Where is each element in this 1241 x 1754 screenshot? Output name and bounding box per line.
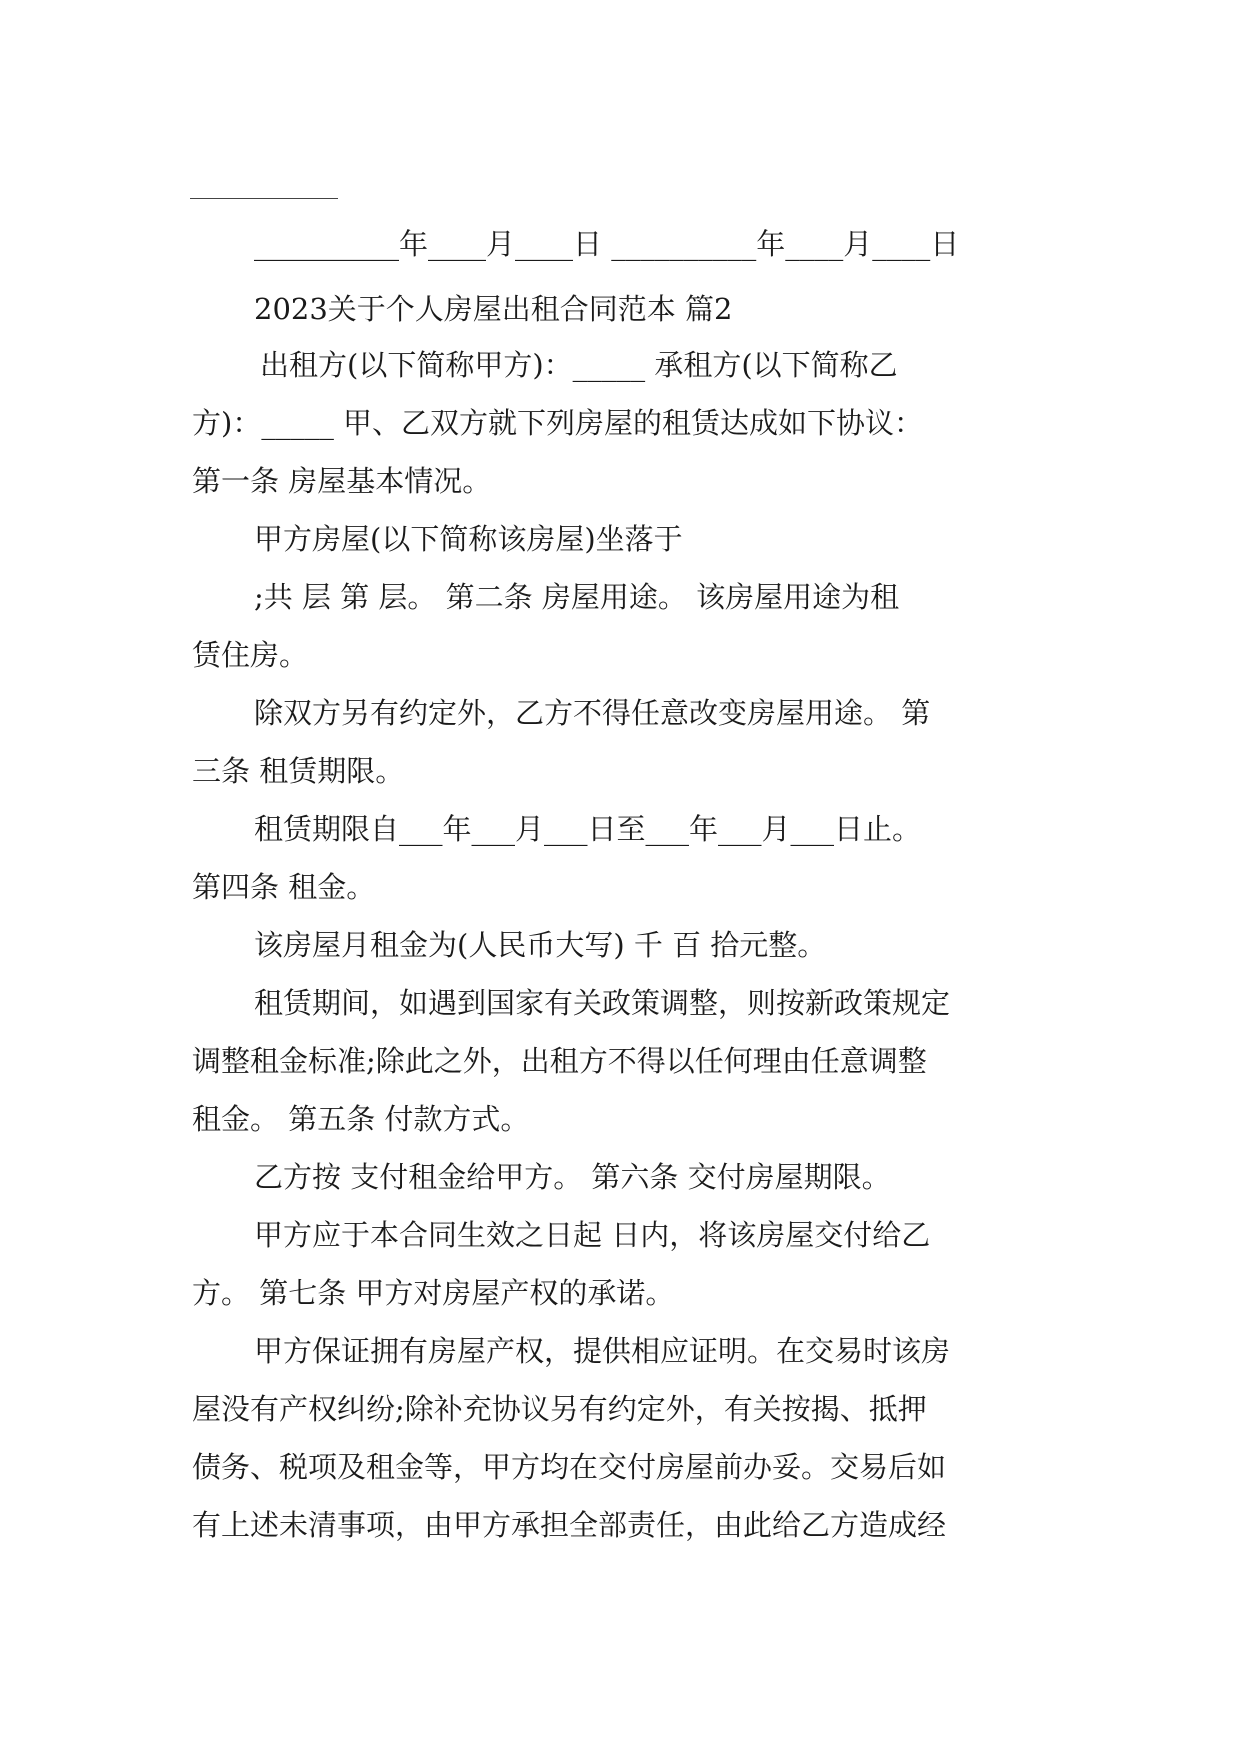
- paragraph-line: 调整租金标准;除此之外，出租方不得以任何理由任意调整: [192, 1044, 927, 1078]
- paragraph-line: 除双方另有约定外，乙方不得任意改变房屋用途。 第: [254, 696, 931, 730]
- paragraph-line: 租赁期限自___年___月___日至___年___月___日止。: [254, 812, 922, 846]
- paragraph-line: ;共 层 第 层。 第二条 房屋用途。 该房屋用途为租: [254, 580, 900, 614]
- paragraph-line: 租赁期间，如遇到国家有关政策调整，则按新政策规定: [254, 986, 951, 1020]
- paragraph-line: 第四条 租金。: [192, 870, 376, 904]
- paragraph-line: 债务、税项及租金等，甲方均在交付房屋前办妥。交易后如: [192, 1450, 947, 1484]
- paragraph-line: 该房屋月租金为(人民币大写) 千 百 拾元整。: [254, 928, 827, 962]
- paragraph-line: 赁住房。: [192, 638, 309, 672]
- paragraph-line: 租金。 第五条 付款方式。: [192, 1102, 530, 1136]
- paragraph-line: 乙方按 支付租金给甲方。 第六条 交付房屋期限。: [254, 1160, 891, 1194]
- paragraph-line: 屋没有产权纠纷;除补充协议另有约定外，有关按揭、抵押: [192, 1392, 927, 1426]
- paragraph-line: 有上述未清事项，由甲方承担全部责任，由此给乙方造成经: [192, 1508, 947, 1542]
- signature-line: [190, 198, 338, 199]
- paragraph-line: 出租方(以下简称甲方)：_____ 承租方(以下简称乙: [260, 348, 898, 382]
- paragraph-line: 方)：_____ 甲、乙双方就下列房屋的租赁达成如下协议：: [192, 406, 924, 440]
- paragraph-line: 第一条 房屋基本情况。: [192, 464, 492, 498]
- paragraph-line: 方。 第七条 甲方对房屋产权的承诺。: [192, 1276, 675, 1310]
- paragraph-line: 甲方房屋(以下简称该房屋)坐落于: [254, 522, 683, 556]
- paragraph-line: 甲方应于本合同生效之日起 日内，将该房屋交付给乙: [254, 1218, 931, 1252]
- date-line: __________年____月____日 __________年____月____日: [254, 227, 960, 261]
- section-title: 2023关于个人房屋出租合同范本 篇2: [254, 292, 733, 326]
- paragraph-line: 三条 租赁期限。: [192, 754, 405, 788]
- paragraph-line: 甲方保证拥有房屋产权，提供相应证明。在交易时该房: [254, 1334, 951, 1368]
